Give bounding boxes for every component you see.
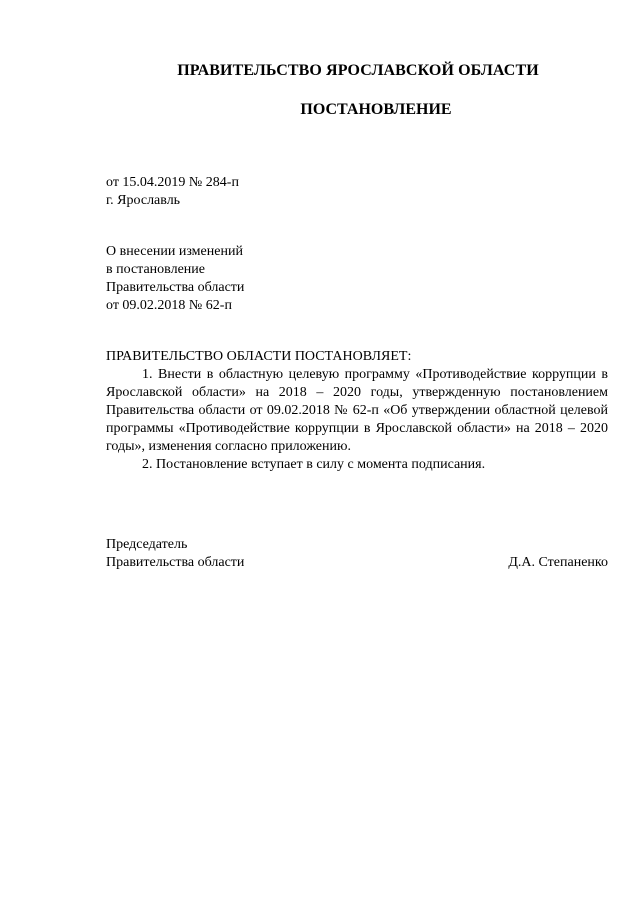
signatory-name: Д.А. Степаненко	[508, 555, 608, 570]
signature-row	[106, 554, 608, 572]
subject-line: О внесении изменений	[106, 244, 243, 259]
document-body	[106, 348, 608, 474]
preamble: ПРАВИТЕЛЬСТВО ОБЛАСТИ ПОСТАНОВЛЯЕТ:	[106, 349, 412, 364]
paragraph-2: 2. Постановление вступает в силу с момента подписания.	[142, 457, 486, 472]
city: г. Ярославль	[106, 193, 181, 208]
subject-line: от 09.02.2018 № 62-п	[106, 298, 232, 313]
paragraph-1: 1. Внести в областную целевую программу «Противодействие коррупции в Ярославской области» на 2018 – 2020 годы, утвержденную постановлением Правительства области от 09.02.2018 № 62-п «Об утверждении областной целевой программы «Противодействие коррупции в Ярославской области» на 2018 – 2020 годы», изменения согласно приложению.	[106, 367, 608, 454]
subject-line: Правительства области	[106, 280, 245, 295]
document-type-title: ПОСТАНОВЛЕНИЕ	[300, 101, 452, 118]
subject-line: в постановление	[106, 262, 205, 277]
signatory-title-line2: Правительства области	[106, 555, 245, 570]
date-number: от 15.04.2019 № 284-п	[106, 175, 239, 190]
organization-title: ПРАВИТЕЛЬСТВО ЯРОСЛАВСКОЙ ОБЛАСТИ	[177, 62, 539, 79]
signatory-title-line1: Председатель	[106, 537, 188, 552]
document-meta	[106, 174, 239, 210]
signature-block	[106, 536, 608, 572]
document-subject	[106, 243, 244, 315]
